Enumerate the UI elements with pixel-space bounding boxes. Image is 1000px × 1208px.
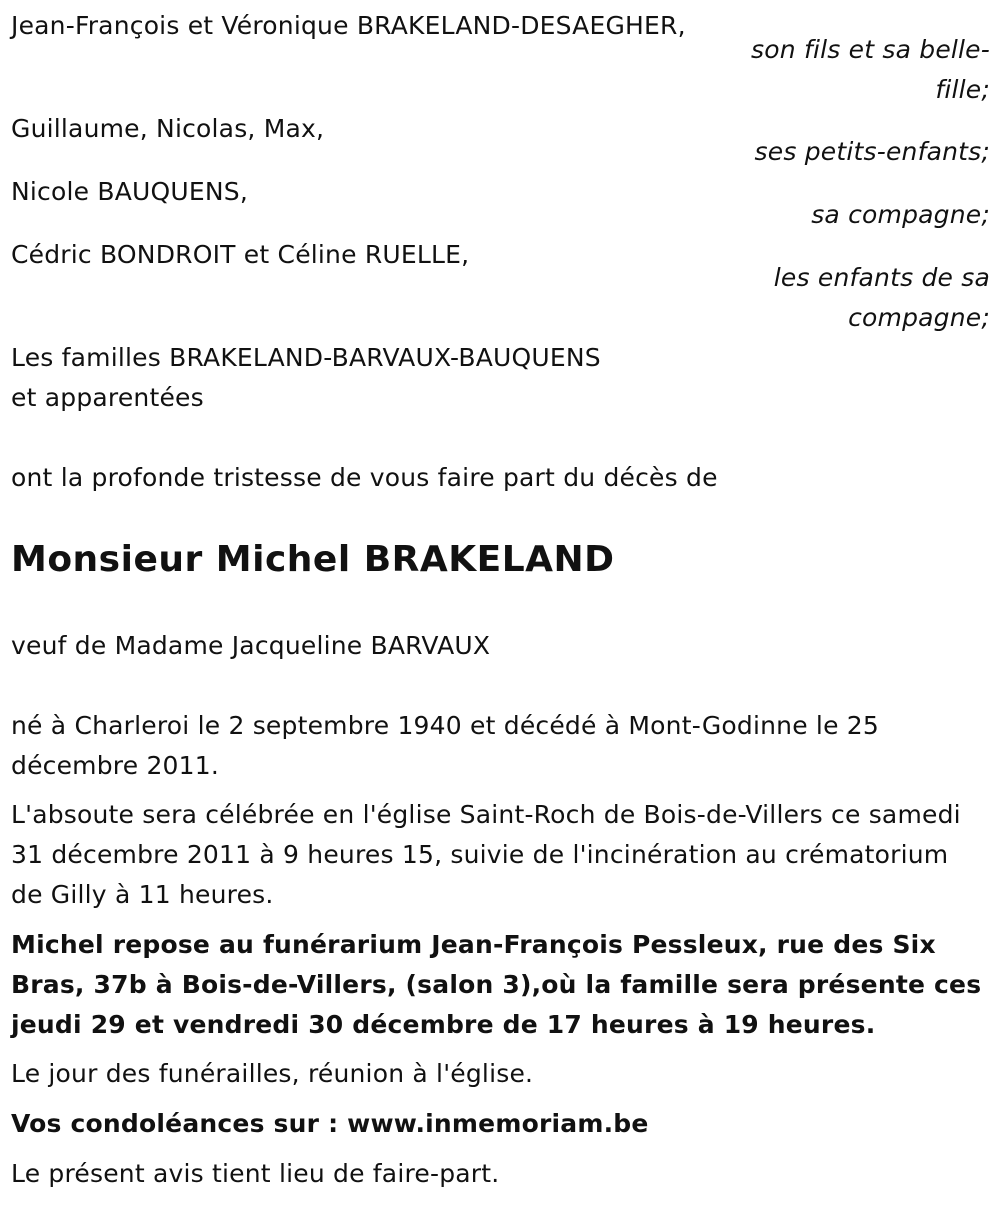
families-line-1: Les familles BRAKELAND-BARVAUX-BAUQUENS <box>11 343 601 372</box>
ceremony: L'absoute sera célébrée en l'église Saint-Roch de Bois-de-Villers ce samedi 31 décembre 2011 à 9 heures 15, suivie de l'incinération au crématorium de Gilly à 11 heures. <box>11 800 961 909</box>
companion-children-relation: les enfants de sa compagne; <box>773 263 990 332</box>
son-names: Jean-François et Véronique BRAKELAND-DESAEGHER, <box>11 11 686 40</box>
announcement: ont la profonde tristesse de vous faire part du décès de <box>11 463 718 492</box>
birth-death: né à Charleroi le 2 septembre 1940 et décédé à Mont-Godinne le 25 décembre 2011. <box>11 711 880 780</box>
notice: Le présent avis tient lieu de faire-part. <box>11 1159 500 1188</box>
companion-names: Nicole BAUQUENS, <box>11 177 249 206</box>
widower-of: veuf de Madame Jacqueline BARVAUX <box>11 631 491 660</box>
son-relation: son fils et sa belle-fille; <box>751 35 990 104</box>
companion-children-names: Cédric BONDROIT et Céline RUELLE, <box>11 240 470 269</box>
meeting: Le jour des funérailles, réunion à l'église. <box>11 1059 534 1088</box>
condolences: Vos condoléances sur : www.inmemoriam.be <box>11 1109 649 1138</box>
companion-relation: sa compagne; <box>811 200 990 229</box>
deceased-name: Monsieur Michel BRAKELAND <box>11 539 615 580</box>
grandchildren-names: Guillaume, Nicolas, Max, <box>11 114 325 143</box>
grandchildren-relation: ses petits-enfants; <box>754 137 990 166</box>
visitation: Michel repose au funérarium Jean-François Pessleux, rue des Six Bras, 37b à Bois-de-Villers, (salon 3),où la famille sera présente ces jeudi 29 et vendredi 30 décembre de 17 heures à 19 heures. <box>11 930 982 1039</box>
families-line-2: et apparentées <box>11 383 204 412</box>
